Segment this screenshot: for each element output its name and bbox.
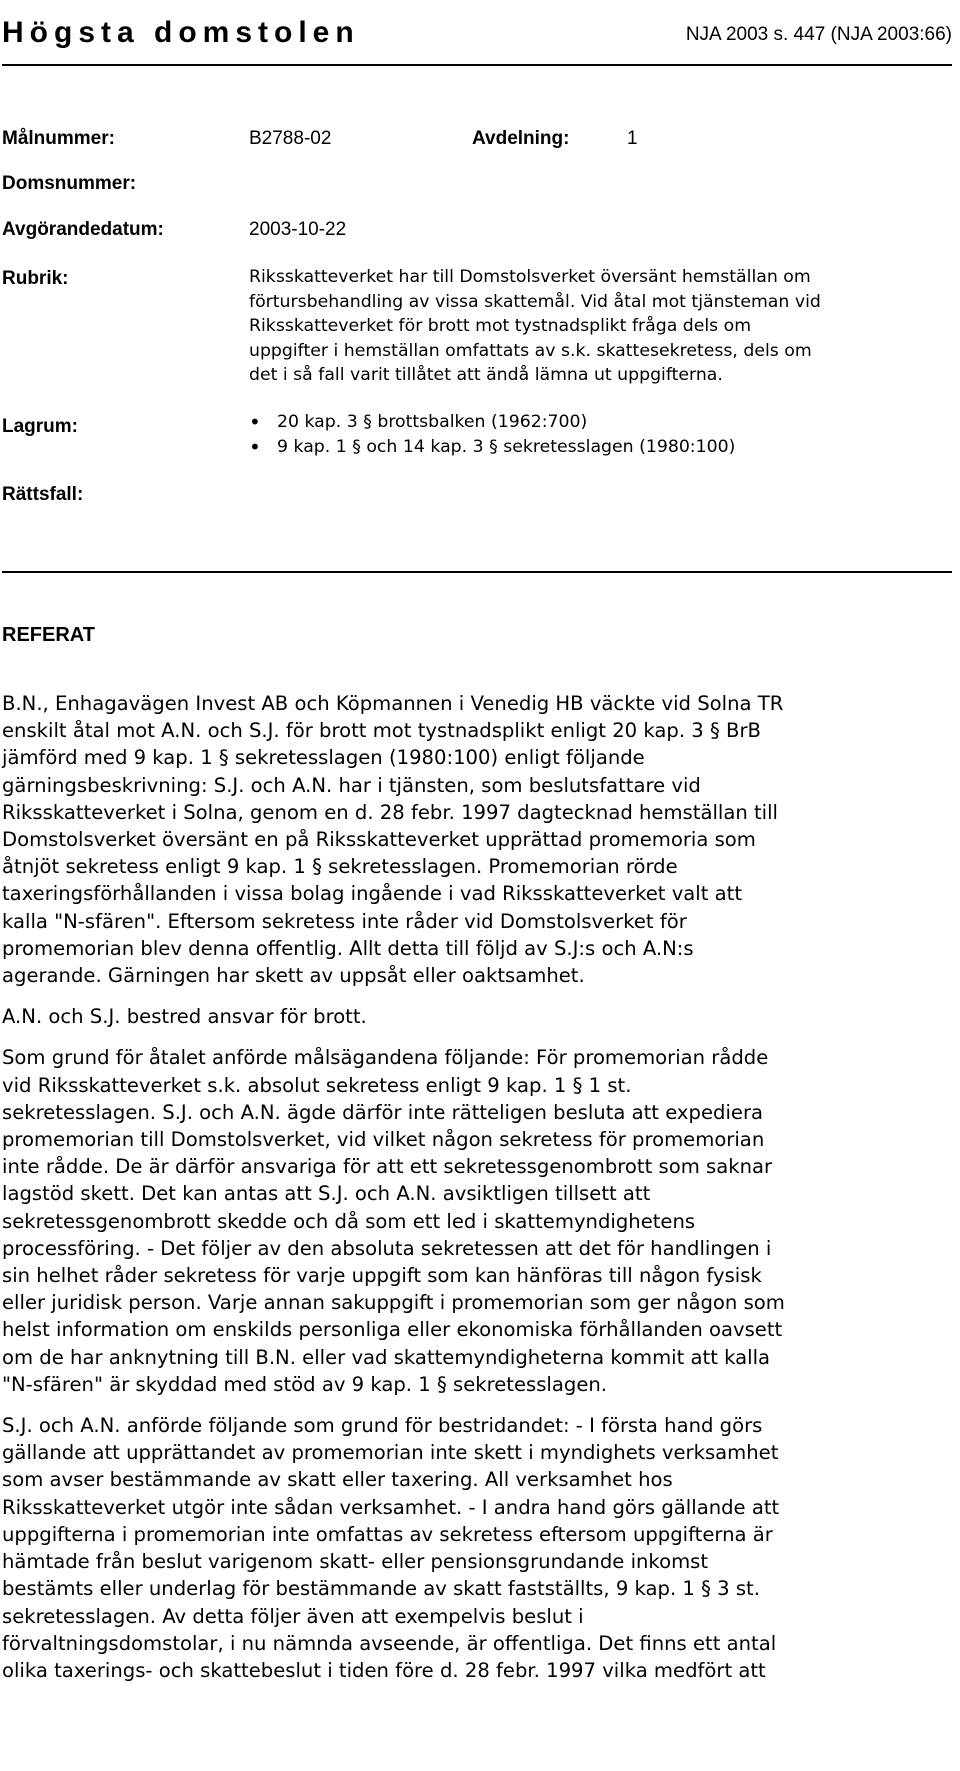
referat-line: förvaltningsdomstolar, i nu nämnda avseende, är offentliga. Det finns ett antal: [2, 1631, 777, 1655]
referat-line: gällande att upprättandet av promemorian inte skett i myndighets verksamhet: [2, 1441, 779, 1465]
referat-line: helst information om enskilds personliga eller ekonomiska förhållanden oavsett: [2, 1318, 783, 1342]
referat-line: sekretesslagen. S.J. och A.N. ägde därför inte rätteligen besluta att expediera: [2, 1100, 764, 1124]
referat-paragraph: [2, 1044, 952, 1398]
section-divider: [2, 571, 952, 573]
referat-heading: REFERAT: [2, 624, 95, 646]
rubrik-line: Riksskatteverket för brott mot tystnadsplikt fråga dels om: [249, 316, 752, 336]
referat-line: jämförd med 9 kap. 1 § sekretesslagen (1980:100) enligt följande: [2, 746, 645, 770]
rubrik-line: det i så fall varit tillåtet att ändå lämna ut uppgifterna.: [249, 365, 723, 385]
domsnummer-label: Domsnummer:: [2, 173, 137, 194]
referat-line: som avser bestämmande av skatt eller taxering. All verksamhet hos: [2, 1468, 673, 1492]
referat-line: inte rådde. De är därför ansvariga för att ett sekretessgenombrott som saknar: [2, 1155, 773, 1179]
referat-line: hämtade från beslut varigenom skatt- eller pensionsgrundande inkomst: [2, 1550, 709, 1574]
referat-paragraph: [2, 1412, 952, 1684]
referat-line: S.J. och A.N. anförde följande som grund för bestridandet: - I första hand görs: [2, 1414, 763, 1438]
referat-line: processföring. - Det följer av den absoluta sekretessen att det för handlingen i: [2, 1236, 772, 1260]
referat-line: "N-sfären" är skyddad med stöd av 9 kap. 1 § sekretesslagen.: [2, 1372, 608, 1396]
rubrik-label: Rubrik:: [2, 268, 69, 289]
referat-line: promemorian till Domstolsverket, vid vilket någon sekretess för promemorian: [2, 1128, 765, 1152]
referat-line: sin helhet råder sekretess för varje uppgift som kan hänföras till någon fysisk: [2, 1264, 762, 1288]
referat-line: A.N. och S.J. bestred ansvar för brott.: [2, 1005, 367, 1029]
referat-body: [2, 690, 952, 1698]
referat-line: eller juridisk person. Varje annan sakuppgift i promemorian som ger någon som: [2, 1291, 785, 1315]
referat-line: lagstöd skett. Det kan antas att S.J. och A.N. avsiktligen tillsett att: [2, 1182, 651, 1206]
referat-line: åtnjöt sekretess enligt 9 kap. 1 § sekretesslagen. Promemorian rörde: [2, 855, 678, 879]
referat-line: Domstolsverket översänt en på Riksskatteverket upprättad promemoria som: [2, 828, 756, 852]
document-page: [2, 0, 952, 1682]
referat-line: kalla "N-sfären". Eftersom sekretess inte råder vid Domstolsverket för: [2, 909, 687, 933]
referat-line: om de har anknytning till B.N. eller vad skattemyndigheterna kommit att kalla: [2, 1345, 771, 1369]
referat-line: uppgifterna i promemorian inte omfattas av sekretess eftersom uppgifterna är: [2, 1522, 773, 1546]
referat-paragraph: [2, 1003, 952, 1030]
referat-line: sekretessgenombrott skedde och då som ett led i skattemyndighetens: [2, 1209, 696, 1233]
malnummer-value: B2788-02: [249, 128, 332, 149]
lagrum-item: • 20 kap. 3 § brottsbalken (1962:700): [247, 410, 735, 435]
referat-line: olika taxerings- och skattebeslut i tiden före d. 28 febr. 1997 vilka medfört att: [2, 1658, 766, 1682]
referat-line: Som grund för åtalet anförde målsägandena följande: För promemorian rådde: [2, 1046, 769, 1070]
referat-line: sekretesslagen. Av detta följer även att exempelvis beslut i: [2, 1604, 584, 1628]
referat-line: gärningsbeskrivning: S.J. och A.N. har i tjänsten, som beslutsfattare vid: [2, 773, 701, 797]
rattsfall-label: Rättsfall:: [2, 484, 84, 505]
lagrum-item: • 9 kap. 1 § och 14 kap. 3 § sekretesslagen (1980:100): [247, 435, 735, 460]
referat-line: Riksskatteverket i Solna, genom en d. 28 febr. 1997 dagtecknad hemställan till: [2, 800, 778, 824]
rubrik-line: Riksskatteverket har till Domstolsverket översänt hemställan om: [249, 267, 811, 287]
document-header: [2, 0, 952, 66]
lagrum-label: Lagrum:: [2, 416, 78, 437]
court-name: Högsta domstolen: [2, 16, 360, 49]
lagrum-list: [247, 410, 735, 460]
referat-line: B.N., Enhagavägen Invest AB och Köpmannen i Venedig HB väckte vid Solna TR: [2, 692, 784, 715]
referat-line: vid Riksskatteverket s.k. absolut sekretess enligt 9 kap. 1 § 1 st.: [2, 1073, 632, 1097]
avgorandedatum-value: 2003-10-22: [249, 219, 347, 240]
referat-line: enskilt åtal mot A.N. och S.J. för brott mot tystnadsplikt enligt 20 kap. 3 § BrB: [2, 719, 761, 743]
referat-paragraph: [2, 690, 952, 989]
case-reference: NJA 2003 s. 447 (NJA 2003:66): [685, 24, 952, 45]
rubrik-line: uppgifter i hemställan omfattats av s.k. skattesekretess, dels om: [249, 340, 812, 361]
rubrik-text: [249, 265, 949, 388]
referat-line: promemorian blev denna offentlig. Allt detta till följd av S.J:s och A.N:s: [2, 936, 694, 960]
referat-line: taxeringsförhållanden i vissa bolag ingående i vad Riksskatteverket valt att: [2, 882, 743, 906]
referat-line: Riksskatteverket utgör inte sådan verksamhet. - I andra hand görs gällande att: [2, 1495, 780, 1519]
rubrik-line: förtursbehandling av vissa skattemål. Vid åtal mot tjänsteman vid: [249, 291, 821, 312]
malnummer-label: Målnummer:: [2, 128, 115, 149]
avgorandedatum-label: Avgörandedatum:: [2, 219, 164, 240]
avdelning-label: Avdelning:: [472, 128, 570, 149]
avdelning-value: 1: [627, 128, 638, 149]
referat-line: bestämts eller underlag för bestämmande av skatt fastställts, 9 kap. 1 § 3 st.: [2, 1577, 760, 1601]
referat-line: agerande. Gärningen har skett av uppsåt eller oaktsamhet.: [2, 964, 585, 988]
